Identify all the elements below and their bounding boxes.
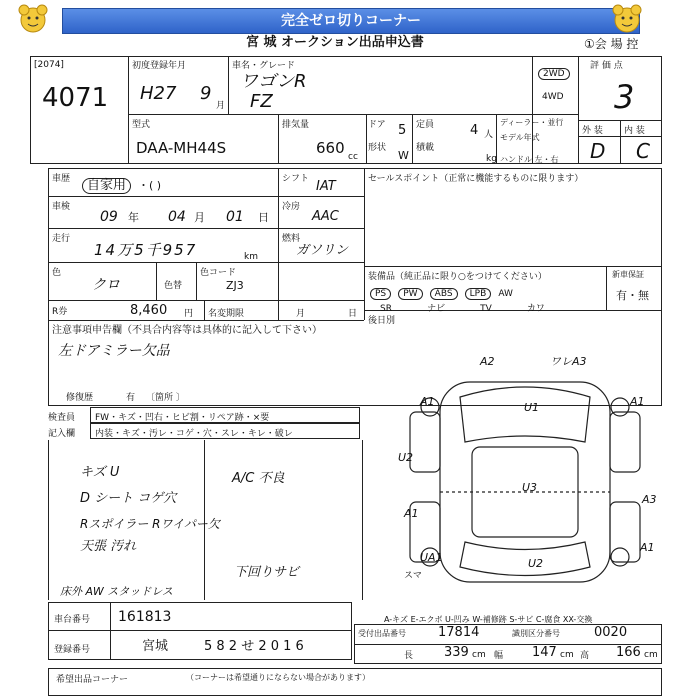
shape-label: 形状 (368, 143, 387, 153)
reg-month: 9 (200, 83, 212, 104)
first-reg-label: 初度登録年月 (132, 61, 187, 71)
hand-note-right-1: A/C 不良 (232, 471, 285, 486)
doors-value: 5 (398, 123, 407, 138)
form-title: 宮 城 オークション出品申込書 (246, 35, 424, 50)
model-label: 車名・グレード (232, 61, 296, 71)
equip-ps: PS (370, 288, 391, 300)
type-label: 型式 (132, 120, 151, 130)
diagram-label-a3-top: ワレA3 (550, 355, 587, 368)
recycle-value: 8,460 (130, 303, 168, 318)
hand-note-right-2: 下回りサビ (234, 565, 300, 580)
color-value: クロ (92, 277, 120, 293)
drive-4wd: 4WD (542, 92, 564, 102)
inspection-year-unit: 年 (128, 211, 139, 224)
record-label: 記入欄 (48, 429, 76, 439)
chassis-label: 車台番号 (54, 615, 91, 625)
inspector-items: FW・キズ・凹右・ヒビ割・リペア跡・×要 (90, 407, 360, 423)
equip-abs: ABS (430, 288, 458, 300)
recycle-label: R券 (52, 307, 68, 317)
mileage-label: 走行 (52, 234, 71, 244)
class-label: 識別区分番号 (512, 629, 560, 638)
equip-leather: カワ (526, 304, 545, 314)
width-value: 147 (532, 645, 557, 660)
load-unit: kg (486, 154, 497, 164)
notes-text: 左ドアミラー欠品 (58, 343, 170, 359)
diagram-label-a1-tr: A1 (630, 395, 645, 408)
color-change-label: 色替 (164, 281, 183, 291)
capacity-unit: 人 (484, 130, 494, 140)
notes-label: 注意事項申告欄（不具合内容等は具体的に記入して下さい） (52, 325, 322, 336)
diagram-label-u3: U3 (522, 481, 538, 494)
model-name: ワゴンR (240, 71, 307, 92)
post-seat-label: 後日別 (368, 316, 396, 326)
color-code-label: 色コード (200, 268, 237, 278)
mileage-value: 14万5千957 (94, 241, 198, 259)
chassis-value: 161813 (118, 609, 172, 625)
displacement-value: 660 (316, 139, 345, 157)
reg-no-pref: 宮城 (142, 639, 169, 654)
hand-note-2: D シート コゲ穴 (80, 491, 177, 506)
score-value: 3 (614, 78, 635, 116)
diagram-label-u2-left: U2 (398, 451, 414, 464)
equip-label: 装備品（純正品に限り○をつけてください） (368, 272, 547, 282)
dim-unit-length: cm (472, 650, 486, 660)
bear-mascot-icon (610, 2, 644, 36)
ticket-label: 受付出品番号 (358, 629, 406, 638)
drive-2wd: 2WD (538, 68, 570, 80)
inspection-day-unit: 日 (258, 211, 269, 224)
hand-note-3: Rスポイラー Rワイパー欠 (80, 517, 220, 531)
hand-note-1: キズ U (80, 465, 120, 480)
diagram-label-a1-br: A1 (640, 541, 655, 554)
diagram-label-a3-right: A3 (642, 493, 657, 506)
diagram-label-a1-tl: A1 (420, 395, 435, 408)
reg-no-value: 5 8 2 せ 2 0 1 6 (204, 639, 304, 654)
color-label: 色 (52, 268, 62, 278)
model-year-label: モデル年式 (500, 133, 540, 142)
repair-place: 〔箇所 〕 (146, 393, 185, 403)
new-tire-value: 有・無 (616, 289, 649, 302)
sales-points-label: セールスポイント（正常に機能するものに限ります） (368, 174, 584, 184)
equip-navi: ナビ (427, 304, 446, 314)
fuel-value: ガソリン (296, 243, 349, 258)
reg-year: H27 (140, 83, 177, 104)
diagram-label-ua1: UA1 (420, 551, 443, 564)
registration-month: 月 (296, 309, 306, 319)
fuel-label: 燃料 (282, 234, 301, 244)
footer-left-frame (48, 602, 352, 660)
score-label: 評 価 点 (590, 61, 623, 71)
inspection-day: 01 (226, 209, 244, 225)
shape-value: W (398, 149, 409, 162)
handle-label: ハンドル 左・右 (500, 155, 559, 164)
ticket-value: 17814 (438, 625, 480, 640)
equip-pw: PW (398, 288, 422, 300)
doors-label: ドア (368, 120, 386, 130)
capacity-value: 4 (470, 123, 479, 138)
inspection-month-unit: 月 (194, 211, 205, 224)
repair-value: 有 (126, 393, 136, 403)
class-value: 0020 (594, 625, 628, 640)
dim-unit-width: cm (560, 650, 574, 660)
hope-label: 希望出品コーナー (56, 675, 129, 685)
inspector-label: 検査員 (48, 413, 76, 423)
color-code-value: ZJ3 (226, 279, 244, 292)
new-tire-label: 新車保証 (612, 270, 644, 279)
inspection-label: 車検 (52, 202, 71, 212)
category-rest: ・( ) (138, 179, 162, 192)
interior-grade: C (636, 139, 650, 163)
diagram-label-a2: A2 (480, 355, 495, 368)
inspection-year: 09 (100, 209, 118, 225)
dealer-label: ディーラー・並行 (500, 118, 564, 127)
equip-tv: TV (480, 304, 492, 314)
displacement-unit: cc (348, 152, 358, 162)
ac-label: 冷房 (282, 202, 301, 212)
diagram-label-u2-bottom: U2 (528, 557, 544, 570)
exterior-grade: D (590, 139, 606, 163)
dim-unit-height: cm (644, 650, 658, 660)
exterior-label: 外 装 (582, 126, 603, 136)
equip-sr: SR (380, 304, 392, 314)
height-value: 166 (616, 645, 641, 660)
repair-label: 修復歴 (66, 393, 94, 403)
width-label: 幅 (494, 651, 504, 661)
equip-aw: AW (498, 289, 513, 299)
type-value: DAA-MH44S (136, 139, 227, 157)
shift-label: シフト (282, 174, 310, 184)
hope-note: （コーナーは希望通りにならない場合があります） (186, 673, 370, 682)
registration-day: 日 (348, 309, 358, 319)
category-label: 車歴 (52, 174, 71, 184)
length-value: 339 (444, 645, 469, 660)
equip-lpb: LPB (465, 288, 492, 300)
registration-label: 名変期限 (208, 309, 245, 319)
interior-label: 内 装 (624, 126, 645, 136)
reg-no-label: 登録番号 (54, 645, 91, 655)
diagram-label-a1-left: A1 (404, 507, 419, 520)
damage-legend: A-キズ E-エクボ U-凹み W-補修跡 S-サビ C-腐食 XX-交換 (384, 615, 593, 624)
lot-number: 4071 (42, 83, 109, 113)
displacement-label: 排気量 (282, 120, 310, 130)
recycle-unit: 円 (184, 309, 194, 319)
hand-note-4: 天張 汚れ (80, 539, 137, 554)
mirror-label: スマ (404, 571, 422, 581)
venue-label: ①会 場 控 (584, 37, 639, 51)
capacity-label: 定員 (416, 120, 435, 130)
lot-code: [2074] (34, 60, 64, 70)
inspection-month: 04 (168, 209, 186, 225)
equip-row-2 (380, 296, 604, 315)
hand-note-5: 床外 AW スタッドレス (60, 585, 173, 598)
mileage-unit: km (244, 252, 258, 262)
bear-mascot-icon (16, 2, 50, 36)
load-label: 積載 (416, 143, 435, 153)
category-value: 自家用 (82, 178, 131, 194)
ac-value: AAC (312, 209, 339, 224)
record-items: 内装・キズ・汚レ・コゲ・穴・スレ・キレ・破レ (90, 423, 360, 439)
height-label: 高 (580, 651, 590, 661)
banner-title: 完全ゼロ切りコーナー (62, 8, 640, 34)
diagram-label-u1: U1 (524, 401, 540, 414)
shift-value: IAT (316, 179, 336, 194)
grade: FZ (250, 91, 273, 112)
reg-month-unit: 月 (216, 101, 226, 111)
banner (0, 0, 700, 36)
length-label: 長 (404, 651, 414, 661)
